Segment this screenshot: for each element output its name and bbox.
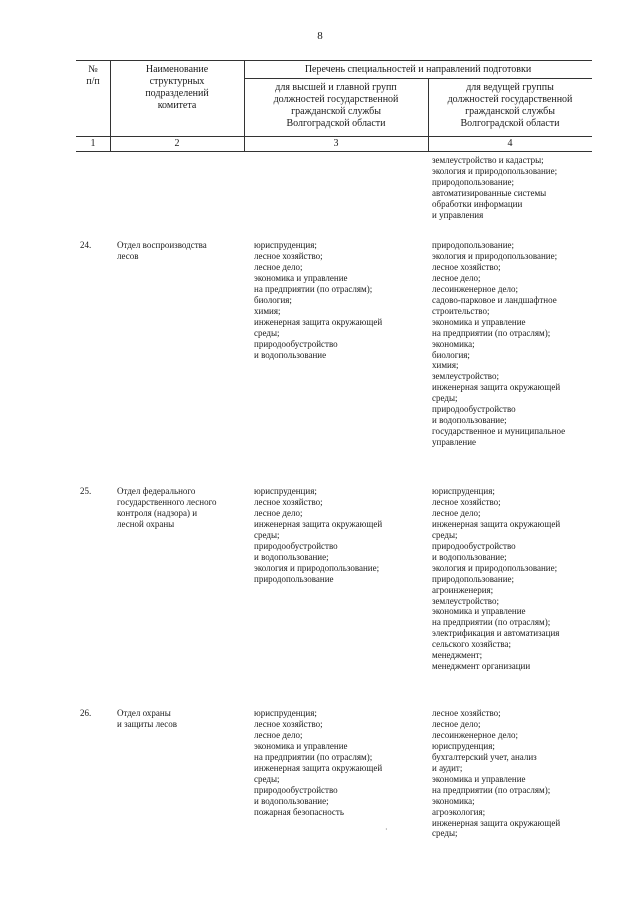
department-name: Отдел воспроизводства лесов — [117, 240, 207, 261]
row-number: 25. — [80, 486, 92, 496]
column-numbers-bottom-border — [76, 151, 592, 152]
specialties-leading: юриспруденция; лесное хозяйство; лесное дело; инженерная защита окружающей среды; природообустройство и водопользование; экология и природопользование; природопользование; агроинженерия; землеустройство; экономика и управление на предприятии (по отраслям); электрификация и автоматизация сельского хозяйства; менеджмент; менеджмент организации — [432, 486, 561, 672]
header-num: № п/п — [86, 64, 100, 87]
header-leading: для ведущей группы должностей государственной гражданской службы Волгоградской области — [447, 82, 573, 129]
page-number: 8 — [317, 30, 323, 42]
specialties-higher: юриспруденция; лесное хозяйство; лесное дело; инженерная защита окружающей среды; природообустройство и водопользование; экология и природопользование; природопользование — [254, 486, 383, 584]
stray-mark: · — [385, 825, 388, 834]
header-top-border — [76, 60, 592, 61]
specialties-higher: юриспруденция; лесное хозяйство; лесное дело; экономика и управление на предприятии (по отраслям); биология; химия; инженерная защита окружающей среды; природообустройство и водопользование — [254, 240, 383, 360]
column-number-2: 2 — [174, 138, 180, 149]
row-number: 26. — [80, 708, 92, 718]
header-higher: для высшей и главной групп должностей государственной гражданской службы Волгоградской области — [273, 82, 399, 129]
specialties-leading: природопользование; экология и природопользование; лесное хозяйство; лесное дело; лесоинженерное дело; садово-парковое и ландшафтное строительство; экономика и управление на предприятии (по отраслям); экономика; биология; химия; землеустройство; инженерная защита окружающей среды; природообустройство и водопользование; государственное и муниципальное управление — [432, 240, 566, 448]
continuation-leading: землеустройство и кадастры; экология и природопользование; природопользование; автоматизированные системы обработки информации и управления — [432, 155, 558, 220]
department-name: Отдел охраны и защиты лесов — [117, 708, 178, 729]
specialties-leading: лесное хозяйство; лесное дело; лесоинженерное дело; юриспруденция; бухгалтерский учет, анализ и аудит; экономика и управление на предприятии (по отраслям); экономика; агроэкология; инженерная защита окружающей среды; — [432, 708, 561, 839]
header-spec-group: Перечень специальностей и направлений подготовки — [304, 64, 532, 75]
column-number-1: 1 — [90, 138, 96, 149]
row-number: 24. — [80, 240, 92, 250]
header-dept: Наименование структурных подразделений комитета — [145, 64, 209, 111]
department-name: Отдел федерального государственного лесного контроля (надзора) и лесной охраны — [117, 486, 217, 529]
column-number-3: 3 — [333, 138, 339, 149]
column-number-4: 4 — [507, 138, 513, 149]
header-bottom-border — [76, 136, 592, 137]
specialties-higher: юриспруденция; лесное хозяйство; лесное дело; экономика и управление на предприятии (по отраслям); инженерная защита окружающей среды; природообустройство и водопользование; пожарная безопасность — [254, 708, 383, 817]
header-group-divider — [244, 78, 592, 79]
